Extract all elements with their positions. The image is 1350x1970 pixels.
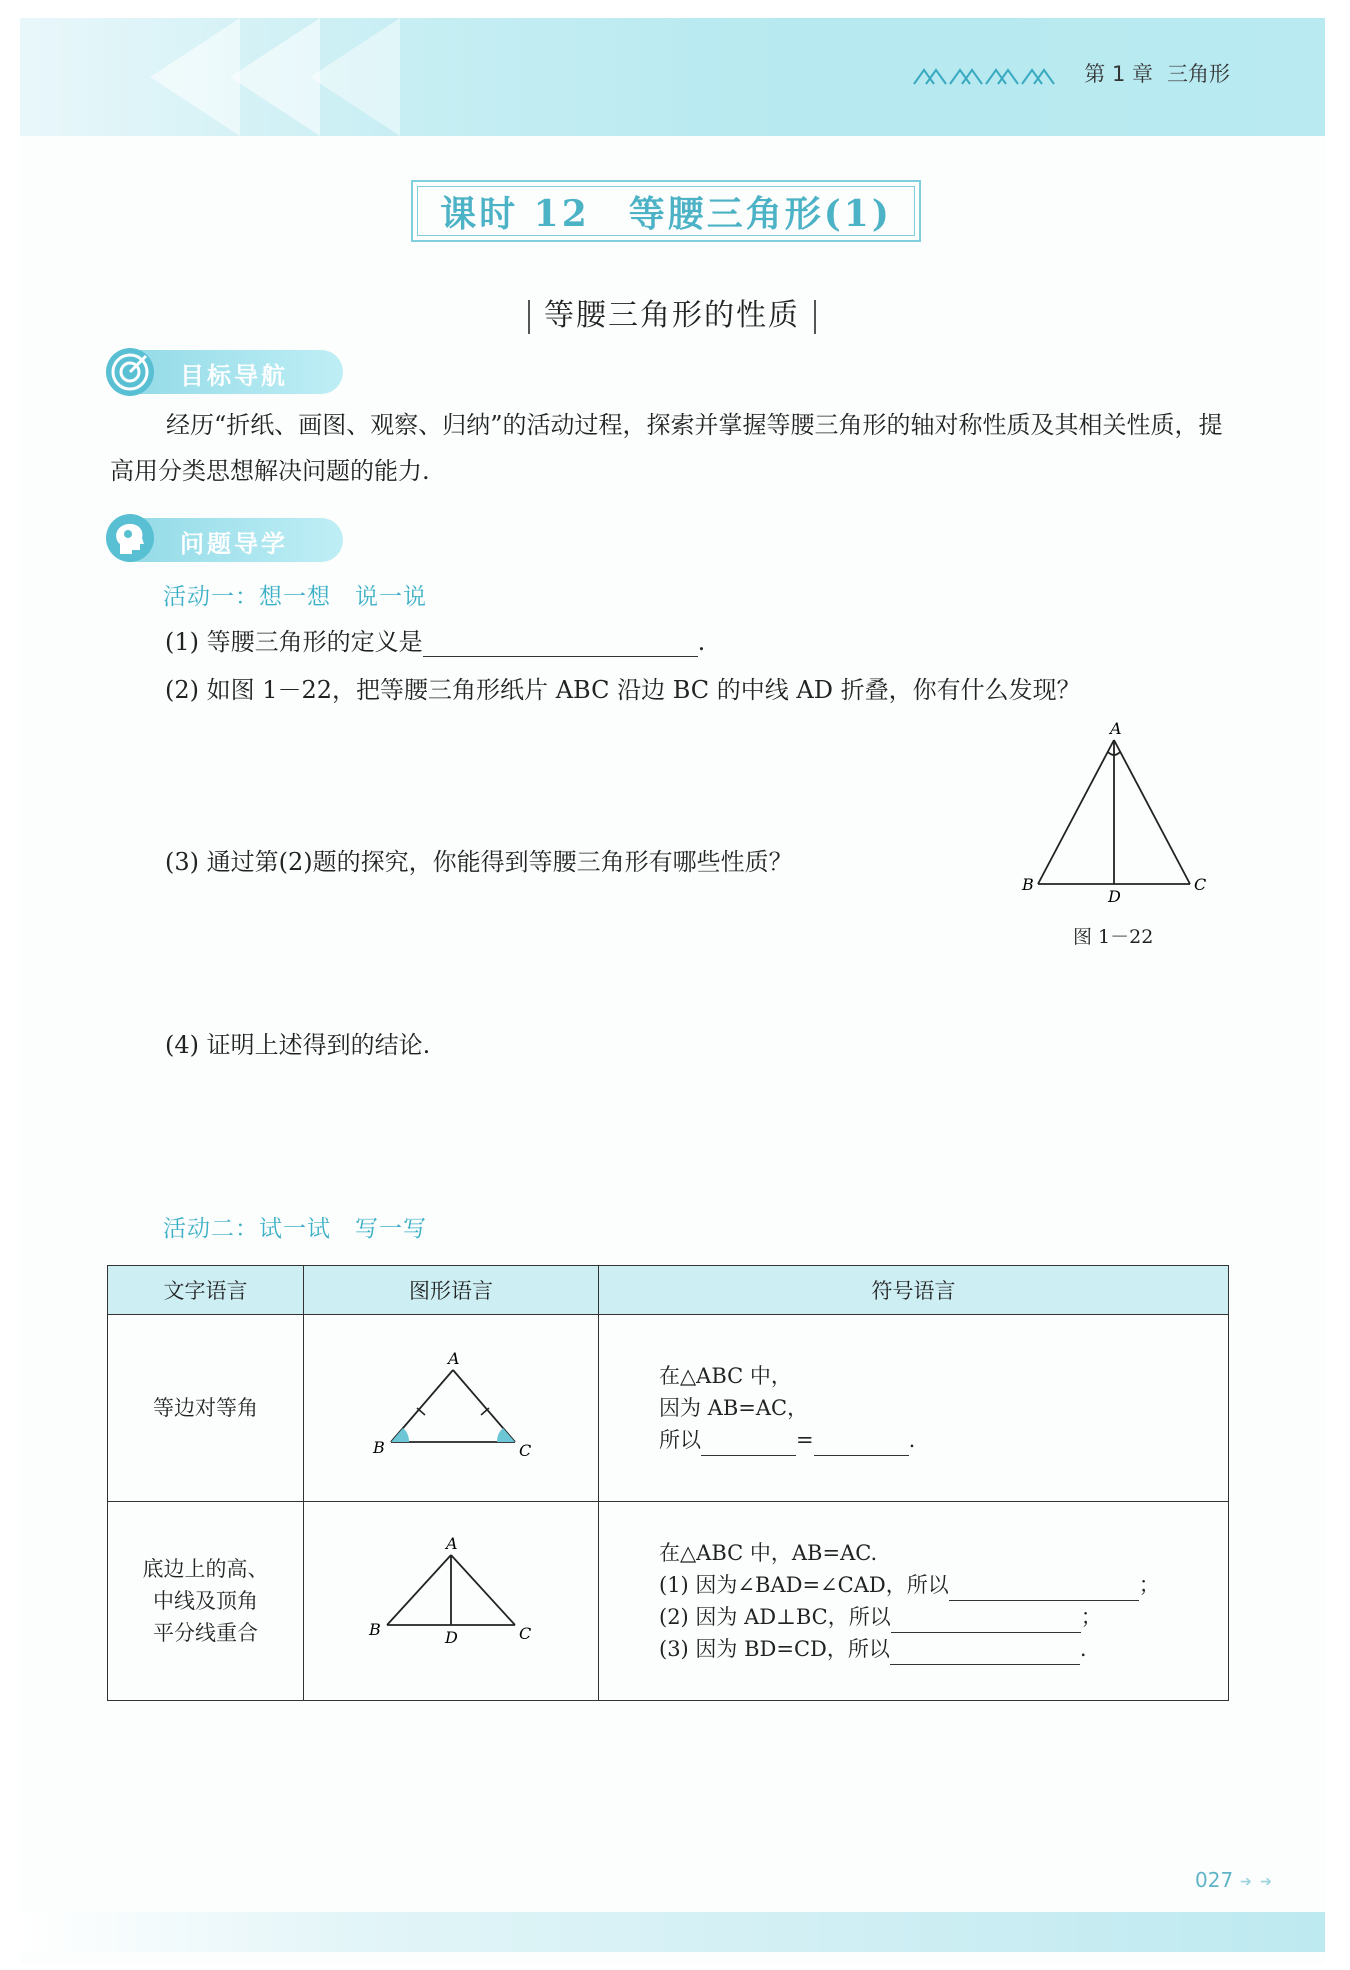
row2-line1 bbox=[659, 1569, 1227, 1601]
study-badge-label: 问题导学 bbox=[180, 530, 288, 558]
label-b: B bbox=[1022, 875, 1034, 894]
goal-text: 经历“折纸、画图、观察、归纳”的活动过程，探索并掌握等腰三角形的轴对称性质及其相关性质，提高用分类思想解决问题的能力. bbox=[110, 411, 1223, 485]
row2-line2 bbox=[659, 1601, 1227, 1633]
label-b: B bbox=[373, 1438, 385, 1457]
properties-table bbox=[107, 1265, 1229, 1701]
section-title-text: 等腰三角形的性质 bbox=[544, 298, 800, 333]
figure-1-22 bbox=[1010, 720, 1220, 910]
question-2: (2) 如图 1－22，把等腰三角形纸片 ABC 沿边 BC 的中线 AD 折叠，你有什么发现？ bbox=[165, 676, 1081, 704]
row2-text-line3: 平分线重合 bbox=[153, 1621, 258, 1645]
mountain-icon bbox=[912, 64, 1062, 86]
arrow-icon: ➔ ➔ bbox=[1240, 1874, 1274, 1890]
label-c: C bbox=[519, 1624, 532, 1643]
table-header-row bbox=[108, 1266, 1229, 1315]
answer-blank bbox=[814, 1455, 909, 1456]
header-figure-language: 图形语言 bbox=[304, 1266, 599, 1315]
label-d: D bbox=[1108, 887, 1121, 906]
row2-item1: (1) 因为∠BAD=∠CAD，所以 bbox=[659, 1573, 949, 1597]
row2-item3-end: . bbox=[1079, 1637, 1087, 1661]
header-chevron bbox=[150, 18, 240, 136]
target-icon bbox=[106, 348, 154, 396]
page-number: 027 bbox=[1195, 1868, 1234, 1892]
head-gear-icon bbox=[106, 514, 154, 562]
chapter-header bbox=[1070, 58, 1230, 88]
row2-text-line2: 中线及顶角 bbox=[153, 1589, 258, 1613]
question-1-end: . bbox=[697, 628, 706, 656]
side-ab bbox=[1038, 740, 1114, 884]
row2-text-line1: 底边上的高、 bbox=[142, 1557, 269, 1581]
header-text-language: 文字语言 bbox=[108, 1266, 304, 1315]
row2-text bbox=[108, 1502, 304, 1701]
question-1 bbox=[165, 622, 705, 657]
row1-triangle bbox=[305, 1316, 595, 1496]
row1-symbol bbox=[599, 1315, 1229, 1502]
divider bbox=[814, 300, 816, 334]
label-d: D bbox=[445, 1628, 458, 1647]
row1-line3 bbox=[659, 1424, 1227, 1456]
label-a: A bbox=[446, 1534, 458, 1553]
section-title bbox=[502, 290, 842, 334]
chapter-number: 第 1 章 bbox=[1084, 62, 1153, 86]
lesson-title: 课时 12 等腰三角形(1) bbox=[440, 192, 892, 235]
table-row bbox=[108, 1502, 1229, 1701]
label-c: C bbox=[1194, 875, 1207, 894]
row2-symbol bbox=[599, 1502, 1229, 1701]
goal-badge-label: 目标导航 bbox=[180, 362, 288, 390]
answer-blank bbox=[423, 656, 698, 657]
row2-figure bbox=[304, 1502, 599, 1701]
row2-triangle bbox=[305, 1503, 595, 1695]
equals: = bbox=[796, 1428, 814, 1452]
side-ac bbox=[1114, 740, 1190, 884]
label-a: A bbox=[1110, 720, 1122, 738]
row1-figure bbox=[304, 1315, 599, 1502]
header-chevron bbox=[310, 18, 400, 136]
answer-blank bbox=[701, 1455, 796, 1456]
question-4: (4) 证明上述得到的结论. bbox=[165, 1031, 431, 1059]
question-3: (3) 通过第(2)题的探究，你能得到等腰三角形有哪些性质？ bbox=[165, 848, 793, 876]
footer-band bbox=[20, 1912, 1325, 1952]
activity2-title: 活动二：试一试 写一写 bbox=[163, 1216, 427, 1242]
label-c: C bbox=[519, 1441, 532, 1460]
row1-line2: 因为 AB=AC， bbox=[659, 1396, 809, 1420]
row1-so: 所以 bbox=[659, 1428, 701, 1452]
header-chevron bbox=[230, 18, 320, 136]
row2-item1-end: ； bbox=[1138, 1573, 1160, 1597]
row2-item2: (2) 因为 AD⊥BC，所以 bbox=[659, 1605, 891, 1629]
row1-line1: 在△ABC 中， bbox=[659, 1364, 792, 1388]
chapter-name: 三角形 bbox=[1167, 62, 1230, 86]
label-b: B bbox=[369, 1620, 381, 1639]
row1-text: 等边对等角 bbox=[108, 1315, 304, 1502]
activity1-title: 活动一：想一想 说一说 bbox=[163, 584, 427, 610]
row2-line3 bbox=[659, 1633, 1227, 1665]
divider bbox=[528, 300, 530, 334]
answer-blank bbox=[890, 1664, 1080, 1665]
label-a: A bbox=[448, 1349, 460, 1368]
row2-item3: (3) 因为 BD=CD，所以 bbox=[659, 1637, 890, 1661]
question-1-text: (1) 等腰三角形的定义是 bbox=[165, 628, 423, 656]
row1-end: . bbox=[908, 1428, 916, 1452]
header-symbol-language: 符号语言 bbox=[599, 1266, 1229, 1315]
lesson-title-box bbox=[411, 180, 921, 242]
row2-line0: 在△ABC 中，AB=AC. bbox=[659, 1541, 878, 1565]
figure-caption: 图 1－22 bbox=[1073, 926, 1154, 948]
table-row bbox=[108, 1315, 1229, 1502]
row2-item2-end: ； bbox=[1080, 1605, 1102, 1629]
